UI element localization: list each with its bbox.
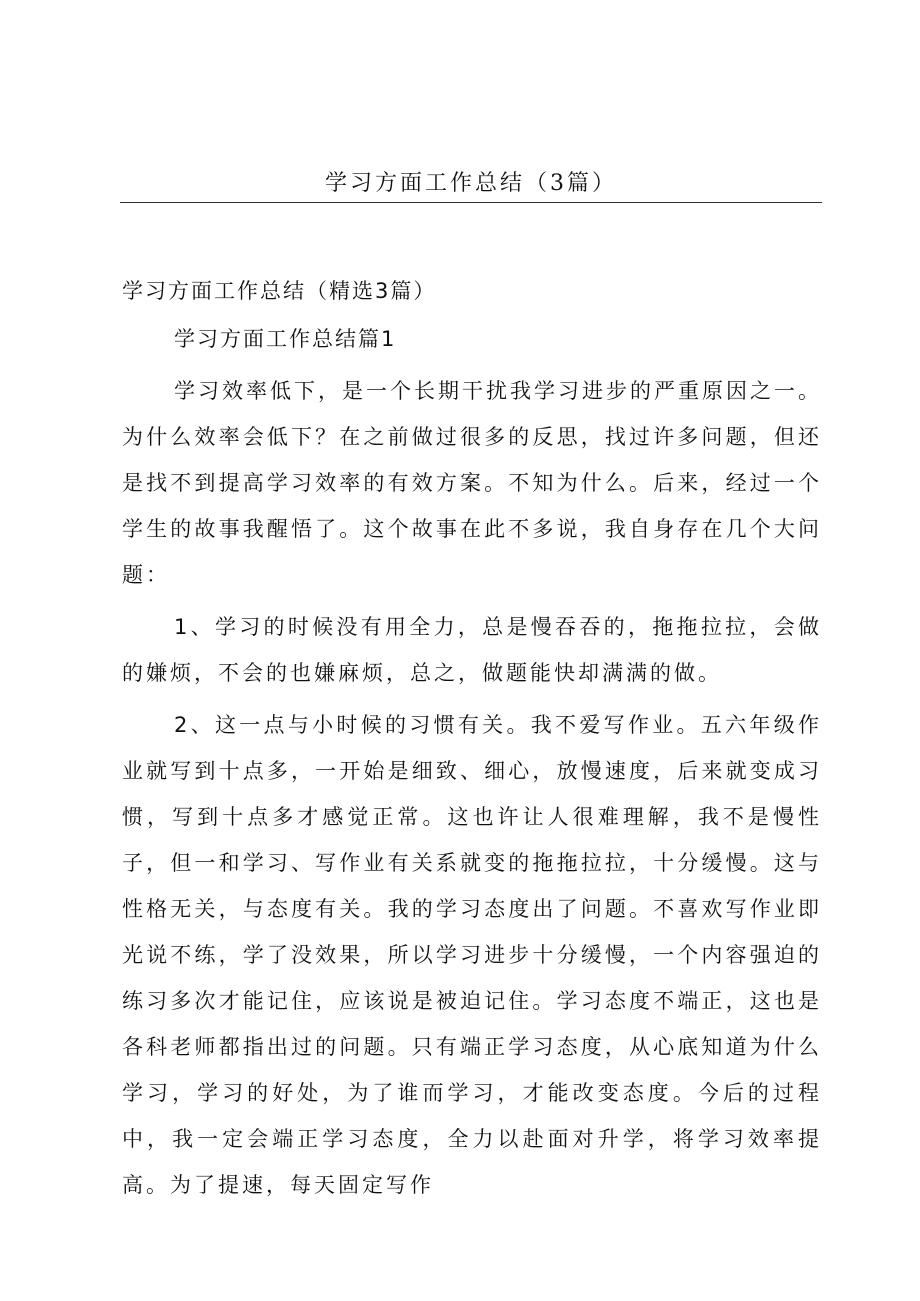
- document-subtitle: 学习方面工作总结（精选3篇）: [122, 279, 437, 303]
- title-underline-divider: [120, 202, 822, 203]
- paragraph-point-2: 2、这一点与小时候的习惯有关。我不爱写作业。五六年级作业就写到十点多，一开始是细致、细心，放慢速度，后来就变成习惯，写到十点多才感觉正常。这也许让人很难理解，我不是慢性子，但一和学习、写作业有关系就变的拖拖拉拉，十分缓慢。这与性格无关，与态度有关。我的学习态度出了问题。不喜欢写作业即光说不练，学了没效果，所以学习进步十分缓慢，一个内容强迫的练习多次才能记住，应该说是被迫记住。学习态度不端正，这也是各科老师都指出过的问题。只有端正学习态度，从心底知道为什么学习，学习的好处，为了谁而学习，才能改变态度。今后的过程中，我一定会端正学习态度，全力以赴面对升学，将学习效率提高。为了提速，每天固定写作: [122, 713, 822, 1197]
- document-body: [122, 268, 822, 1208]
- section-heading: 学习方面工作总结篇1: [174, 327, 397, 351]
- paragraph-intro: 学习效率低下，是一个长期干扰我学习进步的严重原因之一。为什么效率会低下？在之前做过很多的反思，找过许多问题，但还是找不到提高学习效率的有效方案。不知为什么。后来，经过一个学生的故事我醒悟了。这个故事在此不多说，我自身存在几个大问题：: [122, 379, 822, 587]
- document-title: 学习方面工作总结（3篇）: [325, 171, 617, 196]
- paragraph-point-1: 1、学习的时候没有用全力，总是慢吞吞的，拖拖拉拉，会做的嫌烦，不会的也嫌麻烦，总之，做题能快却满满的做。: [122, 615, 822, 685]
